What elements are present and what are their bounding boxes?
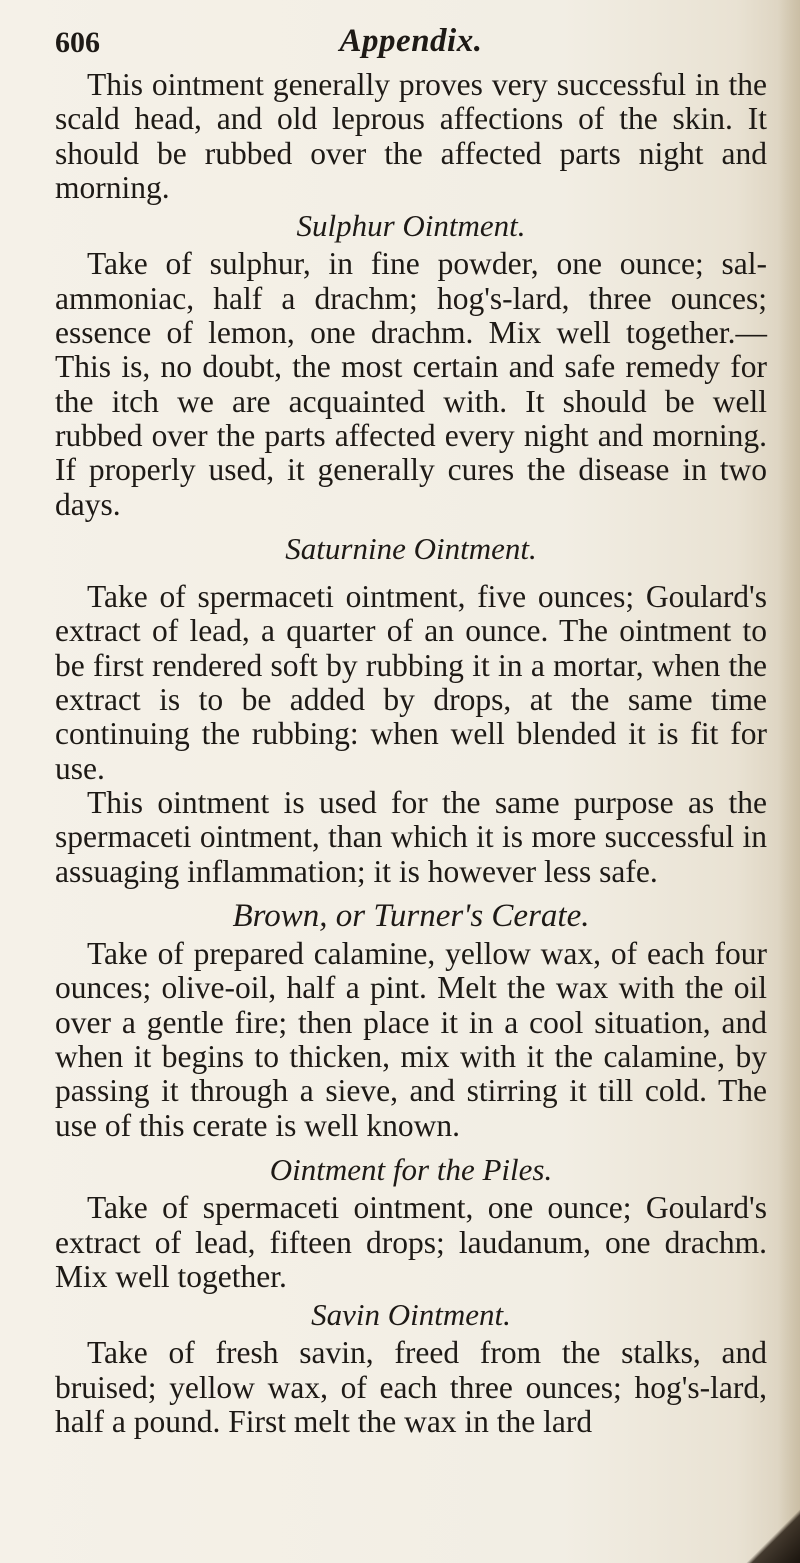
paragraph-saturnine-use: This ointment is used for the same purpose as the spermaceti ointment, than which it is more successful in assuaging inflammation; it is however less safe. [55,784,767,889]
heading-brown-cerate: Brown, or Turner's Cerate. [232,897,590,934]
page-edge-shadow [778,0,800,1563]
running-title: Appendix. [339,23,483,59]
page-content [55,10,767,1439]
heading-savin-ointment: Savin Ointment. [311,1297,511,1333]
page-corner-fold [740,1503,800,1563]
heading-saturnine-ointment: Saturnine Ointment. [285,530,537,566]
page-header [55,10,767,68]
paragraph-brown-cerate: Take of prepared calamine, yellow wax, of each four ounces; olive-oil, half a pint. Melt the wax with the oil over a gentle fire; then place it in a cool situation, and when it begins to thicken, mix with it the calamine, by passing it through a sieve, and stirring it till cold. The use of this cerate is well known. [55,936,767,1143]
paragraph-savin-ointment: Take of fresh savin, freed from the stalks, and bruised; yellow wax, of each three ounces; hog's-lard, half a pound. First melt the wax in the lard [55,1335,767,1439]
heading-piles-ointment: Ointment for the Piles. [269,1151,553,1187]
paragraph-piles-ointment: Take of spermaceti ointment, one ounce; Goulard's extract of lead, fifteen drops; laudanum, one drachm. Mix well together. [55,1190,767,1294]
paragraph-saturnine-recipe: Take of spermaceti ointment, five ounces; Goulard's extract of lead, a quarter of an ounce. The ointment to be first rendered soft by rubbing it in a mortar, when the extract is to be added by drops, at the same time continuing the rubbing: when well blended it is fit for use. [55,579,767,786]
heading-sulphur-ointment: Sulphur Ointment. [296,208,526,244]
paragraph-ointment-intro: This ointment generally proves very successful in the scald head, and old leprous affections of the skin. It should be rubbed over the affected parts night and morning. [55,67,767,205]
paragraph-sulphur-ointment: Take of sulphur, in fine powder, one ounce; sal-ammoniac, half a drachm; hog's-lard, three ounces; essence of lemon, one drachm. Mix well together.— This is, no doubt, the most certain and safe remedy for the itch we are acquainted with. It should be well rubbed over the parts affected every night and morning. If properly used, it generally cures the disease in two days. [55,246,767,522]
page-number: 606 [55,26,100,59]
